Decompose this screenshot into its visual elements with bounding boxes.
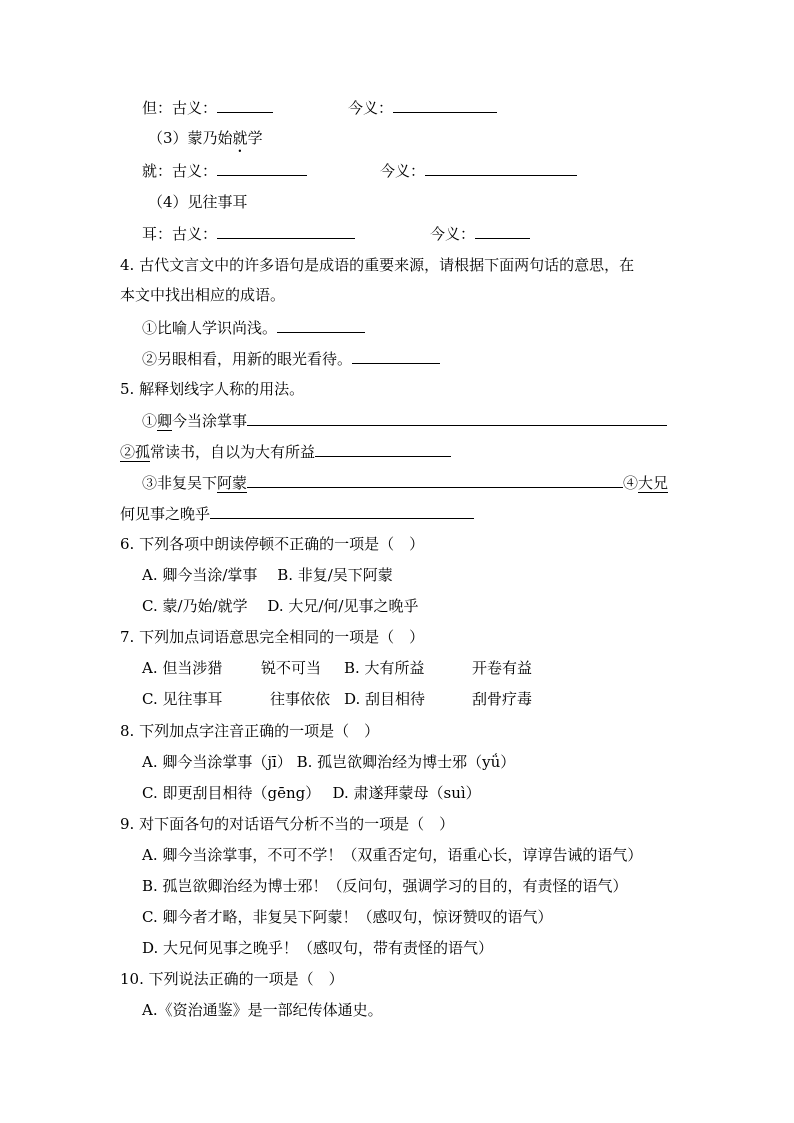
answer-blank[interactable]	[425, 161, 577, 176]
q5-item-3	[142, 473, 668, 492]
q4-option-2-text: ②另眼相看，用新的眼光看待。	[142, 350, 353, 368]
dan-gu-label: 但：古义：	[142, 99, 218, 117]
jiu-jin-label: 今义：	[380, 162, 426, 180]
answer-blank[interactable]	[277, 318, 365, 333]
q5-underlined-word: 卿	[157, 412, 173, 430]
question-10: 10. 下列说法正确的一项是（ ）	[120, 970, 344, 988]
q3-item	[148, 129, 263, 156]
q5-underlined-word: 大兄	[638, 474, 669, 492]
q6-options-cd: C. 蒙/乃始/就学 D. 大兄/何/见事之晚乎	[142, 597, 419, 615]
q9-option-a: A. 卿今当涂掌事，不可不学！（双重否定句，语重心长，谆谆告诫的语气）	[142, 846, 643, 864]
q7-option-c-pair: 往事依依	[270, 690, 331, 708]
er-gu-row	[142, 224, 355, 243]
q5-item-2	[120, 442, 451, 461]
question-9: 9. 对下面各句的对话语气分析不当的一项是（ ）	[120, 815, 455, 833]
q10-option-a: A.《资治通鉴》是一部纪传体通史。	[142, 1001, 383, 1019]
jiu-gu-row	[142, 161, 307, 180]
q4-option-2	[142, 349, 440, 368]
answer-blank[interactable]	[210, 504, 474, 519]
q9-option-c: C. 卿今者才略，非复吴下阿蒙！（感叹句，惊讶赞叹的语气）	[142, 908, 553, 926]
q3-dotted-word: 就	[232, 129, 248, 147]
q5-num: ①	[142, 412, 158, 430]
question-4: 4. 古代文言文中的许多语句是成语的重要来源，请根据下面两句话的意思，在	[120, 256, 635, 274]
q7-option-c: C. 见往事耳	[142, 690, 223, 708]
answer-blank[interactable]	[247, 411, 667, 426]
answer-blank[interactable]	[393, 98, 497, 113]
q5-item-1	[142, 411, 667, 430]
question-7: 7. 下列加点词语意思完全相同的一项是（ ）	[120, 628, 425, 646]
q3-text: （3）蒙乃始	[148, 129, 233, 147]
er-jin-row	[430, 224, 530, 243]
answer-blank[interactable]	[217, 98, 273, 113]
q9-option-d: D. 大兄何见事之晚乎！（感叹句，带有责怪的语气）	[142, 939, 494, 957]
q4-sub-item: （4）见往事耳	[148, 193, 248, 211]
q3-end: 学	[247, 129, 263, 147]
q7-option-a: A. 但当涉猎	[142, 659, 223, 677]
dan-jin-label: 今义：	[348, 99, 394, 117]
answer-blank[interactable]	[217, 161, 307, 176]
er-jin-label: 今义：	[430, 225, 476, 243]
question-6: 6. 下列各项中朗读停顿不正确的一项是（ ）	[120, 535, 425, 553]
q5-item-text: 何见事之晚乎	[120, 505, 211, 523]
q7-option-d: D. 刮目相待	[344, 690, 426, 708]
answer-blank[interactable]	[217, 224, 355, 239]
q7-option-a-pair: 锐不可当	[261, 659, 322, 677]
q5-item-4-cont	[120, 504, 474, 523]
q5-item-text: 常读书，自以为大有所益	[150, 443, 316, 461]
q9-option-b: B. 孤岂欲卿治经为博士邪！（反问句，强调学习的目的，有责怪的语气）	[142, 877, 628, 895]
q6-options-ab: A. 卿今当涂/掌事 B. 非复/吴下阿蒙	[142, 566, 393, 584]
er-gu-label: 耳：古义：	[142, 225, 218, 243]
q5-underlined-word: 阿蒙	[217, 474, 248, 492]
q5-item-text: 今当涂掌事	[172, 412, 248, 430]
question-5: 5. 解释划线字人称的用法。	[120, 380, 305, 398]
q5-num: ④	[623, 474, 639, 492]
q8-options-ab: A. 卿今当涂掌事（jī） B. 孤岂欲卿治经为博士邪（yǘ）	[142, 753, 516, 771]
answer-blank[interactable]	[247, 473, 623, 488]
q4-option-1-text: ①比喻人学识尚浅。	[142, 319, 278, 337]
question-8: 8. 下列加点字注音正确的一项是（ ）	[120, 722, 380, 740]
q5-item-text: ③非复吴下	[142, 474, 218, 492]
answer-blank[interactable]	[315, 442, 451, 457]
q7-option-b-pair: 开卷有益	[472, 659, 533, 677]
q7-option-d-pair: 刮骨疗毒	[472, 690, 533, 708]
jiu-gu-label: 就：古义：	[142, 162, 218, 180]
dan-jin-row	[348, 98, 497, 117]
dan-gu-row	[142, 98, 273, 117]
q5-underlined-word: ②孤	[120, 443, 151, 461]
q7-option-b: B. 大有所益	[344, 659, 425, 677]
question-4-cont: 本文中找出相应的成语。	[120, 286, 286, 304]
jiu-jin-row	[380, 161, 577, 180]
q8-options-cd: C. 即更刮目相待（gēng） D. 肃遂拜蒙母（suì）	[142, 784, 481, 802]
answer-blank[interactable]	[352, 349, 440, 364]
q4-option-1	[142, 318, 365, 337]
answer-blank[interactable]	[475, 224, 530, 239]
